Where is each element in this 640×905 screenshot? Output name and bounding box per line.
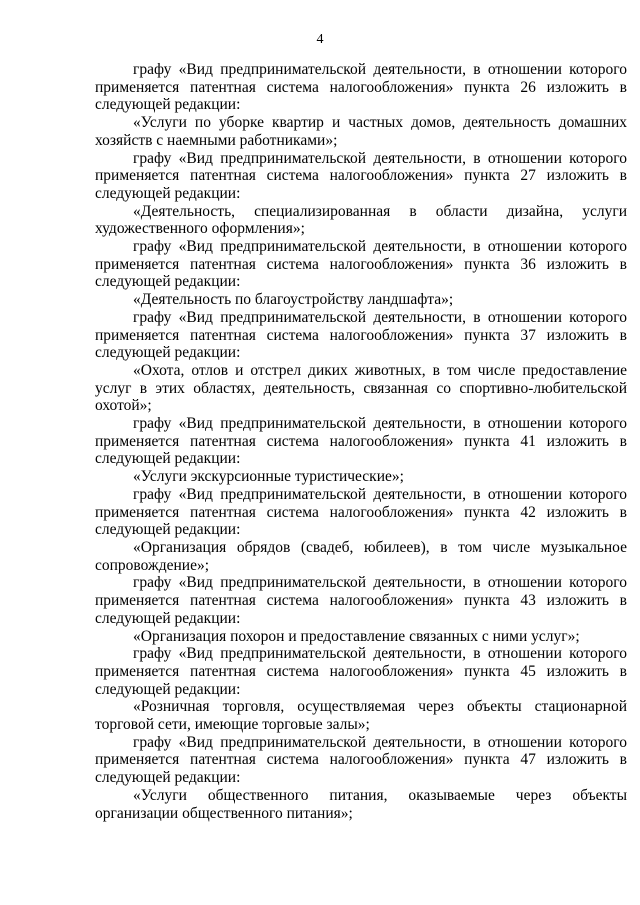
paragraph-text-47: «Услуги общественного питания, оказываемые через объекты организации общественного питания»; bbox=[95, 786, 627, 822]
paragraph-graph-27: графу «Вид предпринимательской деятельности, в отношении которого применяется патентная система налогообложения» пункта 27 изложить в следующей редакции: bbox=[95, 149, 627, 202]
paragraph-text-42: «Организация обрядов (свадеб, юбилеев), в том числе музыкальное сопровождение»; bbox=[95, 538, 627, 574]
paragraph-text-26: «Услуги по уборке квартир и частных домов, деятельность домашних хозяйств с наемными работниками»; bbox=[95, 114, 627, 149]
paragraph-graph-47: графу «Вид предпринимательской деятельности, в отношении которого применяется патентная система налогообложения» пункта 47 изложить в следующей редакции: bbox=[95, 733, 627, 787]
paragraph-graph-42: графу «Вид предпринимательской деятельности, в отношении которого применяется патентная система налогообложения» пункта 42 изложить в следующей редакции: bbox=[95, 485, 627, 539]
paragraph-text-36: «Деятельность по благоустройству ландшафта»; bbox=[133, 291, 454, 309]
paragraph-graph-37: графу «Вид предпринимательской деятельности, в отношении которого применяется патентная система налогообложения» пункта 37 изложить в следующей редакции: bbox=[95, 308, 627, 362]
paragraph-graph-41: графу «Вид предпринимательской деятельности, в отношении которого применяется патентная система налогообложения» пункта 41 изложить в следующей редакции: bbox=[95, 415, 627, 468]
paragraph-graph-43: графу «Вид предпринимательской деятельности, в отношении которого применяется патентная система налогообложения» пункта 43 изложить в следующей редакции: bbox=[95, 574, 627, 627]
paragraph-text-45: «Розничная торговля, осуществляемая через объекты стационарной торговой сети, имеющие торговые залы»; bbox=[95, 698, 627, 734]
paragraph-graph-26: графу «Вид предпринимательской деятельности, в отношении которого применяется патентная система налогообложения» пункта 26 изложить в следующей редакции: bbox=[95, 61, 627, 114]
paragraph-graph-36: графу «Вид предпринимательской деятельности, в отношении которого применяется патентная система налогообложения» пункта 36 изложить в следующей редакции: bbox=[95, 238, 627, 291]
document-body bbox=[95, 61, 627, 822]
page-number: 4 bbox=[316, 32, 324, 47]
paragraph-text-41: «Услуги экскурсионные туристические»; bbox=[133, 468, 404, 486]
paragraph-text-37: «Охота, отлов и отстрел диких животных, в том числе предоставление услуг в этих областях, деятельность, связанная со спортивно-любительской охотой»; bbox=[95, 361, 627, 415]
paragraph-text-27: «Деятельность, специализированная в области дизайна, услуги художественного оформления»; bbox=[95, 202, 627, 238]
paragraph-graph-45: графу «Вид предпринимательской деятельности, в отношении которого применяется патентная система налогообложения» пункта 45 изложить в следующей редакции: bbox=[95, 645, 627, 698]
paragraph-text-43: «Организация похорон и предоставление связанных с ними услуг»; bbox=[133, 627, 580, 645]
